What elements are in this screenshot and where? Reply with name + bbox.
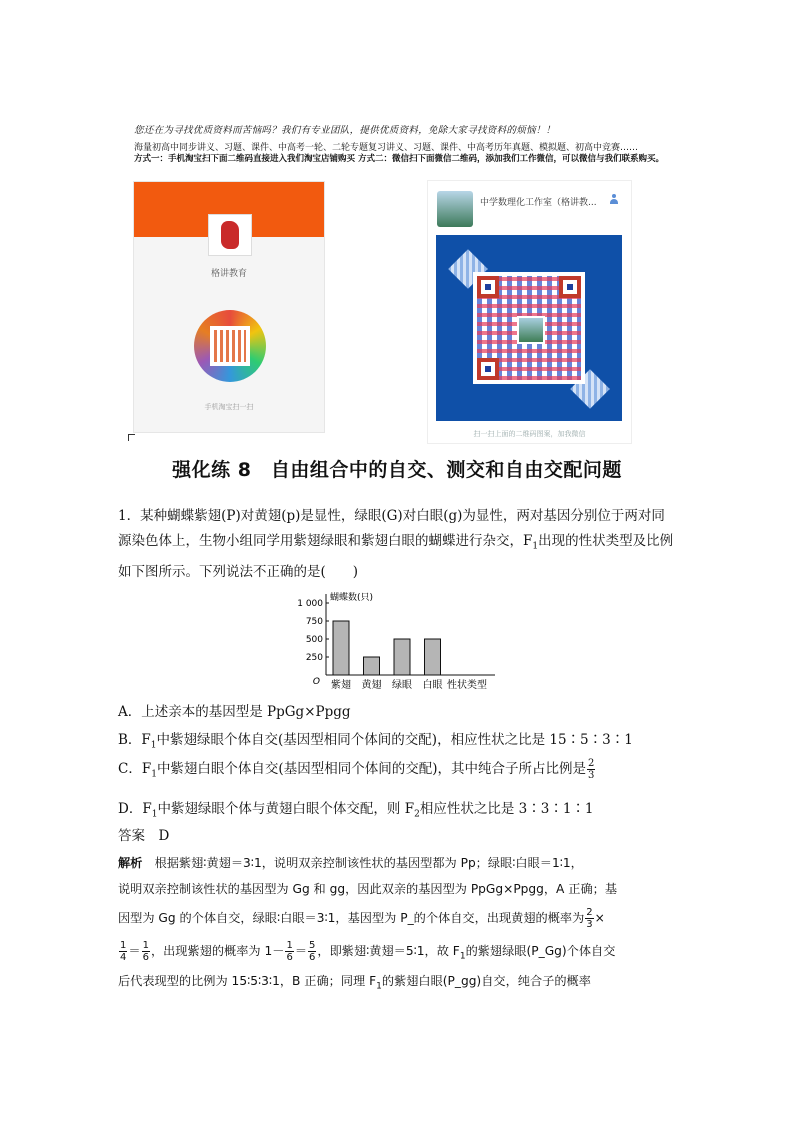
promo-line-2: 海量初高中同步讲义、习题、课件、中高考一轮、二轮专题复习讲义、习题、课件、中高考历年真题、模拟题、初高中竞赛…… bbox=[134, 143, 639, 153]
x-tick-label: 紫翅 bbox=[331, 680, 351, 691]
subscript: 1 bbox=[532, 541, 539, 552]
y-tick-label: 250 bbox=[305, 653, 323, 663]
x-tick-label: 黄翅 bbox=[361, 680, 382, 691]
store-name: 格讲教育 bbox=[210, 269, 247, 279]
option-a[interactable]: A．上述亲本的基因型是 PpGg×Ppgg bbox=[118, 704, 351, 720]
explanation-label: 解析 bbox=[118, 856, 143, 870]
answer-label: 答案 bbox=[118, 828, 145, 844]
option-c[interactable]: C．$F_1$中紫翅白眼个体自交(基因型相同个体间的交配)，其中纯合子所占比例是 $\frac{2}{3}$ bbox=[118, 758, 595, 781]
option-b[interactable]: B．$F_1$中紫翅绿眼个体自交(基因型相同个体间的交配)，相应性状之比是 15∶5∶3∶1 bbox=[118, 732, 633, 751]
qr-finder-icon bbox=[559, 276, 581, 298]
x-axis-label: 性状类型 bbox=[447, 680, 487, 691]
answer-line bbox=[118, 824, 169, 844]
explanation-line: 后代表现型的比例为 15∶5∶3∶1，B 正确；同理 $F_1$的紫翅白眼(P_gg)自交，纯合子的概率 bbox=[118, 974, 591, 992]
explanation-line: 因型为 Gg 的个体自交，绿眼∶白眼＝3∶1，基因型为 P_的个体自交，出现黄翅的概率为 $\frac{2}{3}$ × bbox=[118, 907, 605, 930]
bar bbox=[425, 639, 441, 675]
question-number: 1． bbox=[118, 508, 141, 524]
person-icon bbox=[610, 194, 618, 204]
taobao-store-card bbox=[133, 181, 325, 433]
promo-line-1: 您还在为寻找优质资料而苦恼吗？我们有专业团队，提供优质资料，免除大家寻找资料的烦恼！！ bbox=[134, 125, 556, 136]
explanation-line: 说明双亲控制该性状的基因型为 Gg 和 gg，因此双亲的基因型为 PpGg×Ppgg，A 正确；基 bbox=[118, 882, 618, 896]
question-stem bbox=[118, 504, 678, 585]
bar bbox=[364, 657, 380, 675]
wechat-qr-code[interactable] bbox=[473, 272, 585, 384]
promo-line-3: 方式一：手机淘宝扫下面二维码直接进入我们淘宝店铺购买 方式二：微信扫下面微信二维码，添加我们工作微信，可以微信与我们联系购买。 bbox=[134, 154, 664, 164]
answer-value: D bbox=[158, 828, 170, 844]
crop-mark bbox=[128, 434, 135, 441]
x-tick-label: 白眼 bbox=[422, 680, 443, 691]
qr-center-avatar bbox=[517, 316, 545, 344]
stem-part-2: 出现的性状类型及比例如下图所示。下列说法不正确的是( ) bbox=[118, 533, 674, 580]
option-d[interactable]: D．$F_1$中紫翅绿眼个体与黄翅白眼个体交配，则 $F_2$相应性状之比是 3∶3∶1∶1 bbox=[118, 801, 594, 820]
wechat-qr-background bbox=[436, 235, 622, 421]
taobao-qr-code[interactable] bbox=[194, 310, 266, 382]
y-tick-label: 750 bbox=[305, 617, 323, 627]
y-tick-label: 1 000 bbox=[297, 599, 323, 609]
bar-chart bbox=[290, 590, 500, 692]
explanation-line: 解析 根据紫翅∶黄翅＝3∶1，说明双亲控制该性状的基因型都为 Pp；绿眼∶白眼＝1∶1， bbox=[118, 856, 583, 870]
explanation bbox=[118, 850, 678, 999]
origin-label: O bbox=[312, 677, 320, 687]
qr-finder-icon bbox=[477, 276, 499, 298]
x-tick-label: 绿眼 bbox=[392, 680, 412, 691]
store-scan-text: 手机淘宝扫一扫 bbox=[204, 403, 254, 411]
explanation-line: $\frac{1}{4}$ ＝ $\frac{1}{6}$ ，出现紫翅的概率为 1－ $\frac{1}{6}$ ＝ $\frac{5}{6}$ ，即紫翅∶黄翅＝5∶1，故 $F_1$的紫翅绿眼(P_Gg)个体自交 bbox=[120, 940, 616, 963]
qr-finder-icon bbox=[477, 358, 499, 380]
avatar bbox=[437, 191, 473, 227]
seal-icon bbox=[221, 221, 239, 249]
bar bbox=[394, 639, 410, 675]
fraction: $\frac{2}{3}$ bbox=[587, 758, 595, 781]
wechat-scan-text: 扫一扫上面的二维码图案，加我微信 bbox=[473, 430, 586, 438]
stem-part-1: 某种蝴蝶紫翅(P)对黄翅(p)是显性，绿眼(G)对白眼(g)为显性，两对基因分别位于两对同源染色体上，生物小组同学用紫翅绿眼和紫翅白眼的蝴蝶进行杂交，F bbox=[118, 508, 665, 549]
y-axis-label: 蝴蝶数(只) bbox=[330, 593, 374, 603]
bar bbox=[333, 621, 349, 675]
y-tick-label: 500 bbox=[305, 635, 323, 645]
page-title: 强化练 8 自由组合中的自交、测交和自由交配问题 bbox=[172, 459, 622, 481]
qr-code-icon bbox=[210, 326, 250, 366]
store-logo bbox=[208, 214, 252, 256]
wechat-name: 中学数理化工作室（格讲教... bbox=[480, 198, 597, 208]
wechat-card bbox=[427, 180, 632, 444]
